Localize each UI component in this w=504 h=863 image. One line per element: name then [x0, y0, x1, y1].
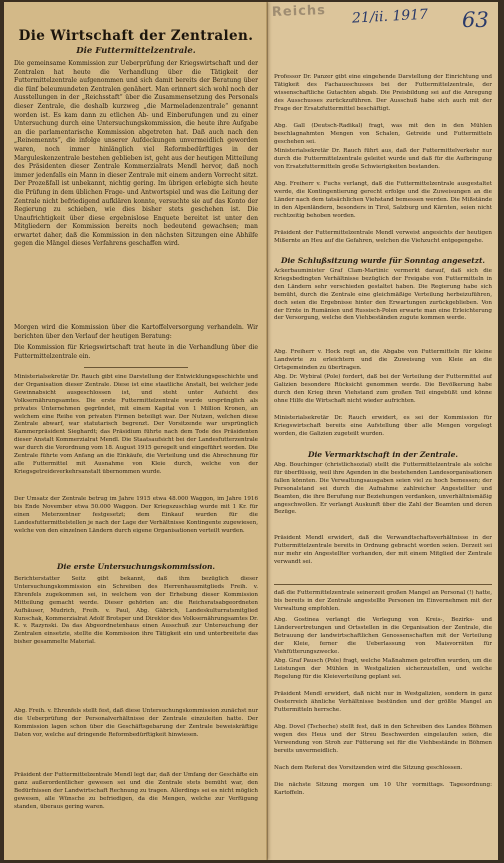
paragraph-rauch: Ministerialsekretär Dr. Rauch gibt eine Darstellung der Entwicklungsgeschichte und der Organisation dieser Zentrale. Diese ist eine staatliche Anstalt, bei welcher jede Gewinnabsicht ausgeschlossen ist, und steht unter Aufsicht des Volksernährungsamtes. Die erste Futtermittelzentrale wurde ursprünglich als privates Unternehmen gegründet, mit einem Kapital von 1 Million Kronen, an welchem eine Reihe von privaten Firmen beteiligt war. Der Nutzen, welchen diese Zentrale abwarf, war statutarisch begrenzt. Der Vorsitzende war ursprünglich Kammerpräsident Sieghardt; das Präsidium führte nach dem Tode des Präsidenten dieser Anstalt Kommerzialrat Mendl. Die Staatsaufsicht bei der Landesfutterzentrale war durch die Verordnung vom 18. August 1915 geregelt und eingeführt worden. Die Zentrale führte vom Anfang an die Einkäufe, die Verteilung und die Abrechnung für alle Futtermittel mit Ausnahme von Kleie durch, welche von der Kriegsgetreideverkehrsanstalt übernommen wurde.	[14, 374, 258, 475]
paragraph-personnel-shortage: daß die Futtermittelzentrale seinerzeit großen Mangel an Personal (!) hatte, bis bereits in der Zentrale angestellte Personen im Einvernehmen mit der Verwaltung empfohlen.	[274, 590, 492, 612]
paragraph-mendl-shortage: Präsident Mendl erwidert, daß nicht nur in Westgalizien, sondern in ganz Oesterreich ähnliche Verhältnisse bestünden und der größte Mangel an Futtermitteln herrsche.	[274, 691, 492, 713]
newspaper-stamp: Reichs	[271, 3, 327, 20]
paragraph-turnover: Der Umsatz der Zentrale betrug im Jahre 1915 etwa 48.000 Waggon, im Jahre 1916 bis Ende November etwa 50.000 Waggon. Der Kriegszuschlag wurde mit 1 Kr. für einen Meterzentner festgesetzt; dem Einkauf wurden für die Landesfuttermittelstellen je nach der Lage der Verhältnisse Kontingente zugewiesen, welche von den einzelnen Ländern durch eigene Organisationen verteilt wurden.	[14, 496, 258, 534]
paragraph-bouchinger: Abg. Bouchinger (christlichsozial) stellt die Futtermittelzentrale als solche für überflüssig, weil ihre Agenden in die bestehenden Landesorganisationen fallen könnten. Die Verwaltungsausgaben seien viel zu hoch bemessen; der Personalstand sei durch die Aufnahme zahlreicher Angestellter und Beamten, die ihre Berufung nur Beziehungen verdanken, unverhältnismäßig angeschwollen. Er verlangt Auskunft über die Zahl der Beamten und deren Bezüge.	[274, 462, 492, 516]
article-title: Die Wirtschaft der Zentralen.	[18, 28, 254, 44]
cut-line	[274, 584, 492, 585]
paragraph-session-closed: Nach dem Referat des Vorsitzenden wird die Sitzung geschlossen.	[274, 765, 463, 771]
section-heading-relatives: Die Vermarktschaft in der Zentrale.	[307, 450, 459, 459]
paragraph-next-session: Die nächste Sitzung morgen um 10 Uhr vormittags. Tagesordnung: Kartoffeln.	[274, 782, 492, 796]
paragraph-dovel: Abg. Dovel (Tscheche) stellt fest, daß in den Schreiben des Landes Böhmen wegen des Heus und der Streu Beschwerden eingelaufen seien, die Verwendung von Stroh zur Fütterung sei für die Viehbestände in Böhmen bereits unvermeidlich.	[274, 724, 492, 754]
paragraph-mendl: Präsident der Futtermittelzentrale Mendl legt dar, daß der Umfang der Geschäfte ein ganz außerordentlicher gewesen sei und die Zentrale stets bemüht war, den Bedürfnissen der Landwirtschaft Rechnung zu tragen. Allerdings sei es nicht möglich gewesen, alle Wünsche zu befriedigen, da die Mengen, welche zur Verfügung standen, überaus gering waren.	[14, 772, 258, 810]
paragraph-rauch-galizien: Ministerialsekretär Dr. Rauch erwidert, es sei der Kommission für Kriegswirtschaft bereits eine Aufstellung über alle Mengen vorgelegt worden, die Galizien zugeteilt wurden.	[274, 415, 492, 437]
paragraph-pausch: Abg. Graf Pausch (Pole) fragt, welche Maßnahmen getroffen wurden, um die Leistungen der Mühlen in Westgalizien sicherzustellen, und welche Regelung für die Kleieverteilung geplant sei.	[274, 658, 492, 680]
left-column-sheet	[4, 2, 267, 860]
paragraph-announcement: Morgen wird die Kommission über die Kartoffelversorgung verhandeln. Wir berichten über den Verlauf der heutigen Beratung:	[14, 324, 258, 340]
paragraph-mendl-harvest: Präsident der Futtermittelzentrale Mendl verweist angesichts der heutigen Mißernte an Heu auf die Gefahren, welchen die Viehzucht entgegengehe.	[274, 230, 492, 244]
right-column-sheet	[266, 2, 498, 860]
paragraph-clam-martinic: Ackerbauminister Graf Clam-Martinic vermerkt darauf, daß sich die Kriegsbedingten Verhältnisse bezüglich der Freigabe von Futtermitteln in den Ländern sehr verschieden gestaltet haben. Die Regierung habe sich bemüht, durch die Zentrale eine gleichmäßige Verteilung herbeizuführen, doch seien die Ergebnisse hinter den Erwartungen zurückgeblieben. Von der Ernte in Rumänien und Russisch-Polen erwarte man eine Erleichterung der Versorgung, welche den Viehbeständen zugute kommen werde.	[274, 268, 492, 322]
paragraph-hock: Abg. Freiherr v. Hock regt an, die Abgabe von Futtermitteln für kleine Landwirte zu erleichtern und die Zuweisung von Kleie an die Ortsgemeinden zu übertragen.	[274, 349, 492, 371]
paragraph-seitz: Berichterstatter Seitz gibt bekannt, daß ihm bezüglich dieser Untersuchungskommission ein Schreiben des Herrenhausmitglieds Freih. v. Ehrenfels zugekommen sei, in welchem von der Erhebung dieser Kommission Mitteilung gemacht werde. Dieser gehörten an: die Reichsratsabgeordneten Aufhäuser, Mudrich, Freih. v. Paul, Abg. Gäbrich, Landeskulturratsmitglied Kunschak, Kommerzialrat Adolf Brotsper und Direktor des Volksernährungsamtes Dr. K. v. Razynski. Da das Abgeordnetenhaus einen Ausschuß zur Untersuchung der Zentralen einsetzte, stellte die Kommission ihre Tätigkeit ein und unterbreitete das bisher gesammelte Material.	[14, 576, 258, 646]
paragraph-fuchs: Abg. Freiherr v. Fuchs verlangt, daß die Futtermittelzentrale ausgestaltet werde, die Kontingentierung gerecht erfolge und die Zuweisungen an die Länder nach dem tatsächlichen Viehstand bemessen werden. Die Mißstände in den Alpenländern, besonders in Tirol, Salzburg und Kärnten, seien nicht rechtzeitig behoben worden.	[274, 181, 492, 219]
paragraph-intro: Die gemeinsame Kommission zur Ueberprüfung der Kriegswirtschaft und der Zentralen hat heute die Verhandlung über die Tätigkeit der Futtermittelzentrale aufgenommen und sich damit bereits der Beratung über die fünf beleumundeten Zentralen genähert. Man erinnert sich wohl noch der Ausstellungen in der „Reichsstaft“ über die Zusammensetzung des Personals dieser Zentrale, die deshalb kurzweg „die Marmeladenzentrale“ genannt worden ist. Es kam dann zu etlichen Ab- und Einberufungen und zu einer Untersuchung durch eine Untersuchungskommission, die heute ihre Aufgabe an die parlamentarische Kommission abgetreten hat. Daß auch nach den „Reinemennts“, die infolge unserer Aufdeckungen unvermeidlich geworden waren, noch immer hinlänglich viel Reformbedürftiges in der Marguleskenzentrale bestehen geblieben ist, geht aus der heutigen Mitteilung des Präsidenten dieser Zentrale Kommerzialrats Mendl hervor, daß noch immer jedenfalls ein Mann in dieser Zentrale mit einem andern Vorrecht sitzt. Der Prozeßfall ist unbekannt, nichtig gering. Im übrigen erlebigte sich heute die Prüfung in dem üblichen Frage- und Antwortspiel und was die Leitung der Zentrale nicht befriedigend aufklären konnte, versuchte sie auf das Konto der Regierung zu schieben, wie dies bisher stets geschehen ist. Die Unaufrichtigkeit über diese ergebnislose Enquete bereitet ist unter den Mitgliedern der Kommission bereits noch bedeutend gewachsen; man erwartet daher, daß die Kommission in den nächsten Sitzungen eine Abhilfe gegen die Mängel dieses Verfahrens geschaffen wird.	[14, 60, 258, 248]
section-heading-commission: Die erste Untersuchungskommission.	[56, 562, 216, 571]
paragraph-ehrenfels: Abg. Freih. v. Ehrenfels stellt fest, daß diese Untersuchungskommission zunächst nur die Ueberprüfung der Personalverhältnisse der Zentrale einzuleiten hatte. Der Kommission lagen schon über die Geschäftsgebarung der Zentrale beweiskräftige Daten vor, welche auf dringende Reformbedürftigkeit hinwiesen.	[14, 708, 258, 738]
paragraph-closing-note: Die Schlußsitzung wurde für Sonntag angesetzt.	[280, 256, 486, 265]
paragraph-wybiral: Abg. Dr. Wybiral (Pole) fordert, daß bei der Verteilung der Futtermittel auf Galizien besondere Rücksicht genommen werde. Die Bevölkerung habe durch den Krieg ihren Viehstand zum großen Teil eingebüßt und könne ohne Hilfe die Wirtschaft nicht wieder aufrichten.	[274, 374, 492, 404]
paragraph-mendl-relatives: Präsident Mendl erwidert, daß die Verwandtschaftsverhältnisse in der Futtermittelzentrale bereits in Ordnung gebracht worden seien. Derzeit sei nur mehr ein Angestellter vorhanden, der mit einem Mitglied der Zentrale verwandt sei.	[274, 535, 492, 565]
handwritten-page-number: 63	[462, 8, 489, 32]
handwritten-date: 21/ii. 1917	[351, 6, 429, 27]
paragraph-panzer: Professor Dr. Panzer gibt eine eingehende Darstellung der Einrichtung und Tätigkeit des Fachausschusses bei der Futtermittelzentrale, der wissenschaftliche Gutachten abgab. Die Preisbildung sei auf die Anregung des Ausschusses zurückzuführen. Der Ausschuß habe sich auch mit der Frage der Ersatzfuttermittel beschäftigt.	[274, 74, 492, 112]
paragraph-rauch-reply: Ministerialsekretär Dr. Rauch führt aus, daß der Futtermittelverkehr nur durch die Futtermittelzentrale geleitet wurde und daß für die Aufbringung von Ersatzfuttermitteln große Schwierigkeiten bestanden.	[274, 148, 492, 170]
paragraph-gall: Abg. Gall (Deutsch-Radikal) fragt, was mit den in den Mühlen beschlagnahmten Mengen von Schalen, Getreide und Futtermitteln geschehen sei.	[274, 123, 492, 145]
article-subtitle: Die Futtermittelzentrale.	[76, 46, 196, 56]
newspaper-clipping	[4, 2, 498, 860]
section-divider	[84, 367, 188, 368]
paragraph-gostinea: Abg. Gostinea verlangt die Verlegung von Kreis-, Bezirks- und Ländervertretungen und Ortsstellen in die Organisation der Zentrale, die Betrauung der landwirtschaftlichen Genossenschaften mit der Verteilung der Kleie, ferner die Ueberlassung von Maisvorräten für Viehfütterungszwecke.	[274, 617, 492, 655]
paragraph-session-open: Die Kommission für Kriegswirtschaft trat heute in die Verhandlung über die Futtermittelzentrale ein.	[14, 344, 258, 360]
